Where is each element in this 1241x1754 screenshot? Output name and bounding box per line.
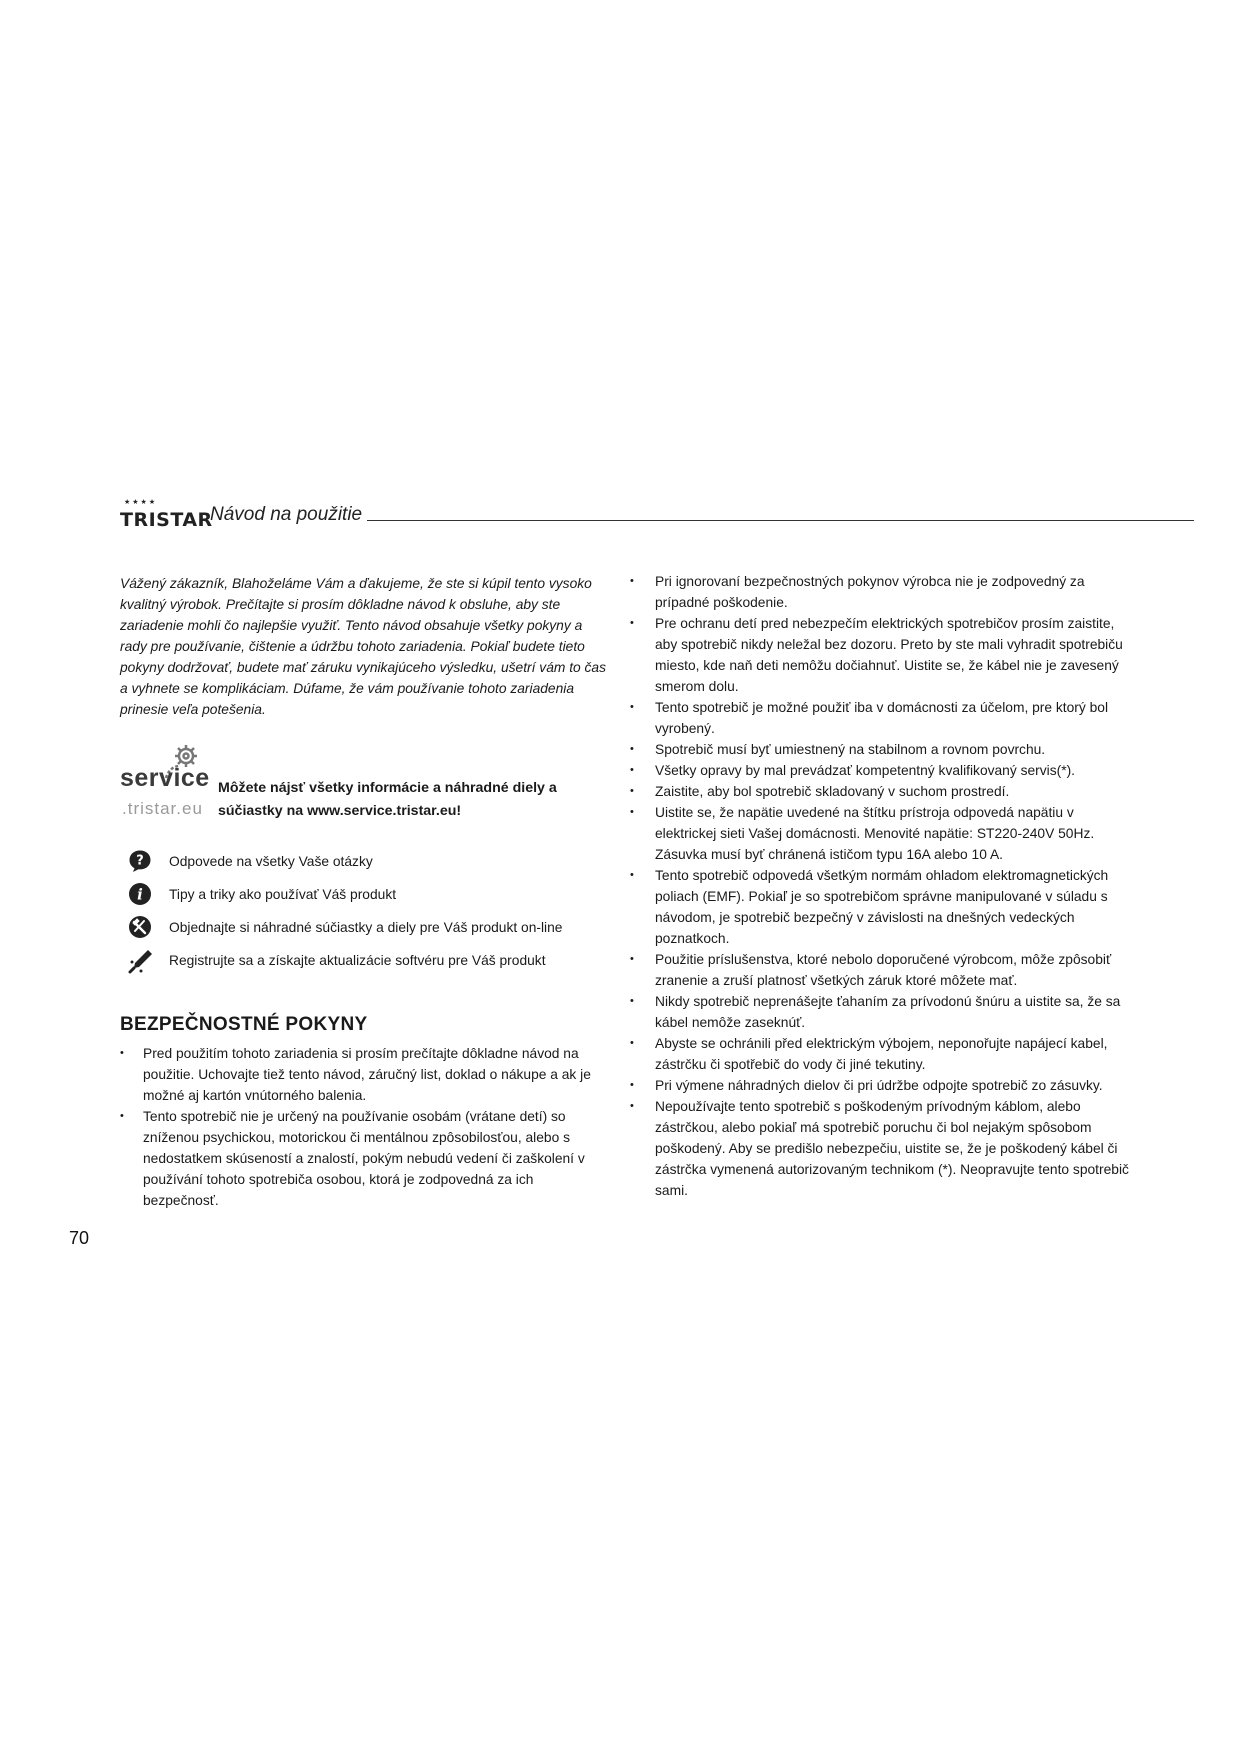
logo-stars: ★★★★ — [124, 499, 158, 506]
page-title: Návod na použitie — [210, 504, 363, 525]
safety-item: • Abyste se ochránili před elektrickým výbojem, neponořujte napájecí kabel, zástrčku či spotřebič do vody či jiné tekutiny. — [630, 1033, 1130, 1075]
intro-paragraph: Vážený zákazník, Blahoželáme Vám a ďakujeme, že ste si kúpil tento vysoko kvalitný výrobok. Prečítajte si prosím dôkladne návod k obsluhe, aby ste zariadenie mohli čo najlepšie využiť. Tento návod obsahuje všetky pokyny a rady pre používanie, čištenie a údržbu tohoto zariadenia. Pokiaľ budete tieto pokyny dodržovať, budete mať záruku vynikajúceho výsledku, ušetrí vám to čas a vyhnete se komplikáciam. Dúfame, že vám používanie tohoto zariadenia prinesie veľa potešenia. — [120, 576, 607, 717]
safety-item: • Všetky opravy by mal prevádzať kompetentný kvalifikovaný servis(*). — [630, 760, 1130, 781]
safety-item: • Použitie príslušenstva, ktoré nebolo doporučené výrobcom, môže zpôsobiť zranenie a zruší platnosť všetkých záruk ktoré môžete mať. — [630, 949, 1130, 991]
safety-item: • Tento spotrebič nie je určený na používanie osobám (vrátane detí) so zníženou psychickou, motorickou či mentálnou zpôsobilosťou, alebo s nedostatkem skúseností a znalostí, pokým nebudú vedení či zaškolení v používání tohoto spotrebiča osobou, ktorá je zodpovedná za ich bezpečnosť. — [120, 1106, 610, 1211]
safety-heading: BEZPEČNOSTNÉ POKYNY — [120, 1014, 368, 1035]
safety-item: • Nepoužívajte tento spotrebič s poškodeným prívodným káblom, alebo zástrčkou, alebo pokiaľ má spotrebič poruchu či bol nejakým spôsobom poškodený. Aby se predišlo nebezpečiu, uistite se, že je poškodený kábel či zástrčka vymenená autorizovaným technikom (*). Neopravujte tento spotrebič sami. — [630, 1096, 1130, 1201]
safety-item: • Pri výmene náhradných dielov či pri údržbe odpojte spotrebič zo zásuvky. — [630, 1075, 1130, 1096]
feature-item — [120, 879, 610, 912]
service-text: Môžete nájsť všetky informácie a náhradné diely a súčiastky na www.service.tristar.eu! — [218, 780, 557, 819]
safety-list-right — [630, 571, 1130, 1201]
safety-item: • Zaistite, aby bol spotrebič skladovaný v suchom prostredí. — [630, 781, 1130, 802]
svg-text:i: i — [137, 885, 143, 904]
feature-label: Odpovede na všetky Vaše otázky — [169, 854, 373, 869]
feature-label: Tipy a triky ako používať Váš produkt — [169, 887, 397, 902]
logo-brand: TRISTAR — [120, 509, 213, 531]
service-logo-word: service — [120, 764, 210, 792]
tools-icon — [128, 915, 152, 939]
feature-item — [120, 912, 610, 945]
question-icon — [128, 849, 152, 873]
pen-icon — [128, 948, 154, 974]
feature-item — [120, 945, 610, 978]
safety-item: • Pre ochranu detí pred nebezpečím elektrických spotrebičov prosím zaistite, aby spotrebič nikdy neležal bez dozoru. Preto by ste mali vyhradit spotrebiču miesto, kde naň deti nemôžu dočiahnuť. Uistite se, že kábel nie je zavesený smerom dolu. — [630, 613, 1130, 697]
page-number: 70 — [69, 1228, 90, 1248]
feature-label: Objednajte si náhradné súčiastky a diely pre Váš produkt on-line — [169, 920, 563, 935]
features-list — [120, 846, 610, 978]
feature-item — [120, 846, 610, 879]
service-block — [120, 738, 610, 838]
header-rule — [367, 520, 1194, 521]
info-icon — [128, 882, 152, 906]
safety-item: • Spotrebič musí byť umiestnený na stabilnom a rovnom povrchu. — [630, 739, 1130, 760]
safety-item: • Tento spotrebič odpovedá všetkým normám ohladom elektromagnetických poliach (EMF). Pokiaľ je so spotrebičom správne manipulované v súladu s návodom, je spotrebič bezpečný v závislosti na dnešných vedeckých poznatkoch. — [630, 865, 1130, 949]
right-column — [630, 571, 1130, 1201]
feature-label: Registrujte sa a získajte aktualizácie softvéru pre Váš produkt — [169, 953, 546, 968]
safety-item: • Pred použitím tohoto zariadenia si prosím prečítajte dôkladne návod na použitie. Uchovajte tiež tento návod, záručný list, doklad o nákupe a ak je možné aj kartón vnútorného balenia. — [120, 1043, 610, 1106]
safety-item: • Pri ignorovaní bezpečnostných pokynov výrobca nie je zodpovedný za prípadné poškodenie. — [630, 571, 1130, 613]
safety-list-left — [120, 1043, 610, 1211]
svg-text:?: ? — [136, 853, 144, 869]
safety-item: • Uistite se, že napätie uvedené na štítku prístroja odpovedá napätiu v elektrickej sieti Vašej domácnosti. Menovité napätie: ST220-240V 50Hz. Zásuvka musí byť chránená ističom typu 16A alebo 10 A. — [630, 802, 1130, 865]
left-column — [120, 573, 610, 1211]
service-logo-domain: .tristar.eu — [122, 799, 203, 818]
safety-item: • Nikdy spotrebič neprenášejte ťahaním za prívodonú šnúru a uistite sa, že sa kábel nemôže zaseknúť. — [630, 991, 1130, 1033]
page-header — [120, 500, 1194, 530]
safety-item: • Tento spotrebič je možné použiť iba v domácnosti za účelom, pre ktorý bol vyrobený. — [630, 697, 1130, 739]
